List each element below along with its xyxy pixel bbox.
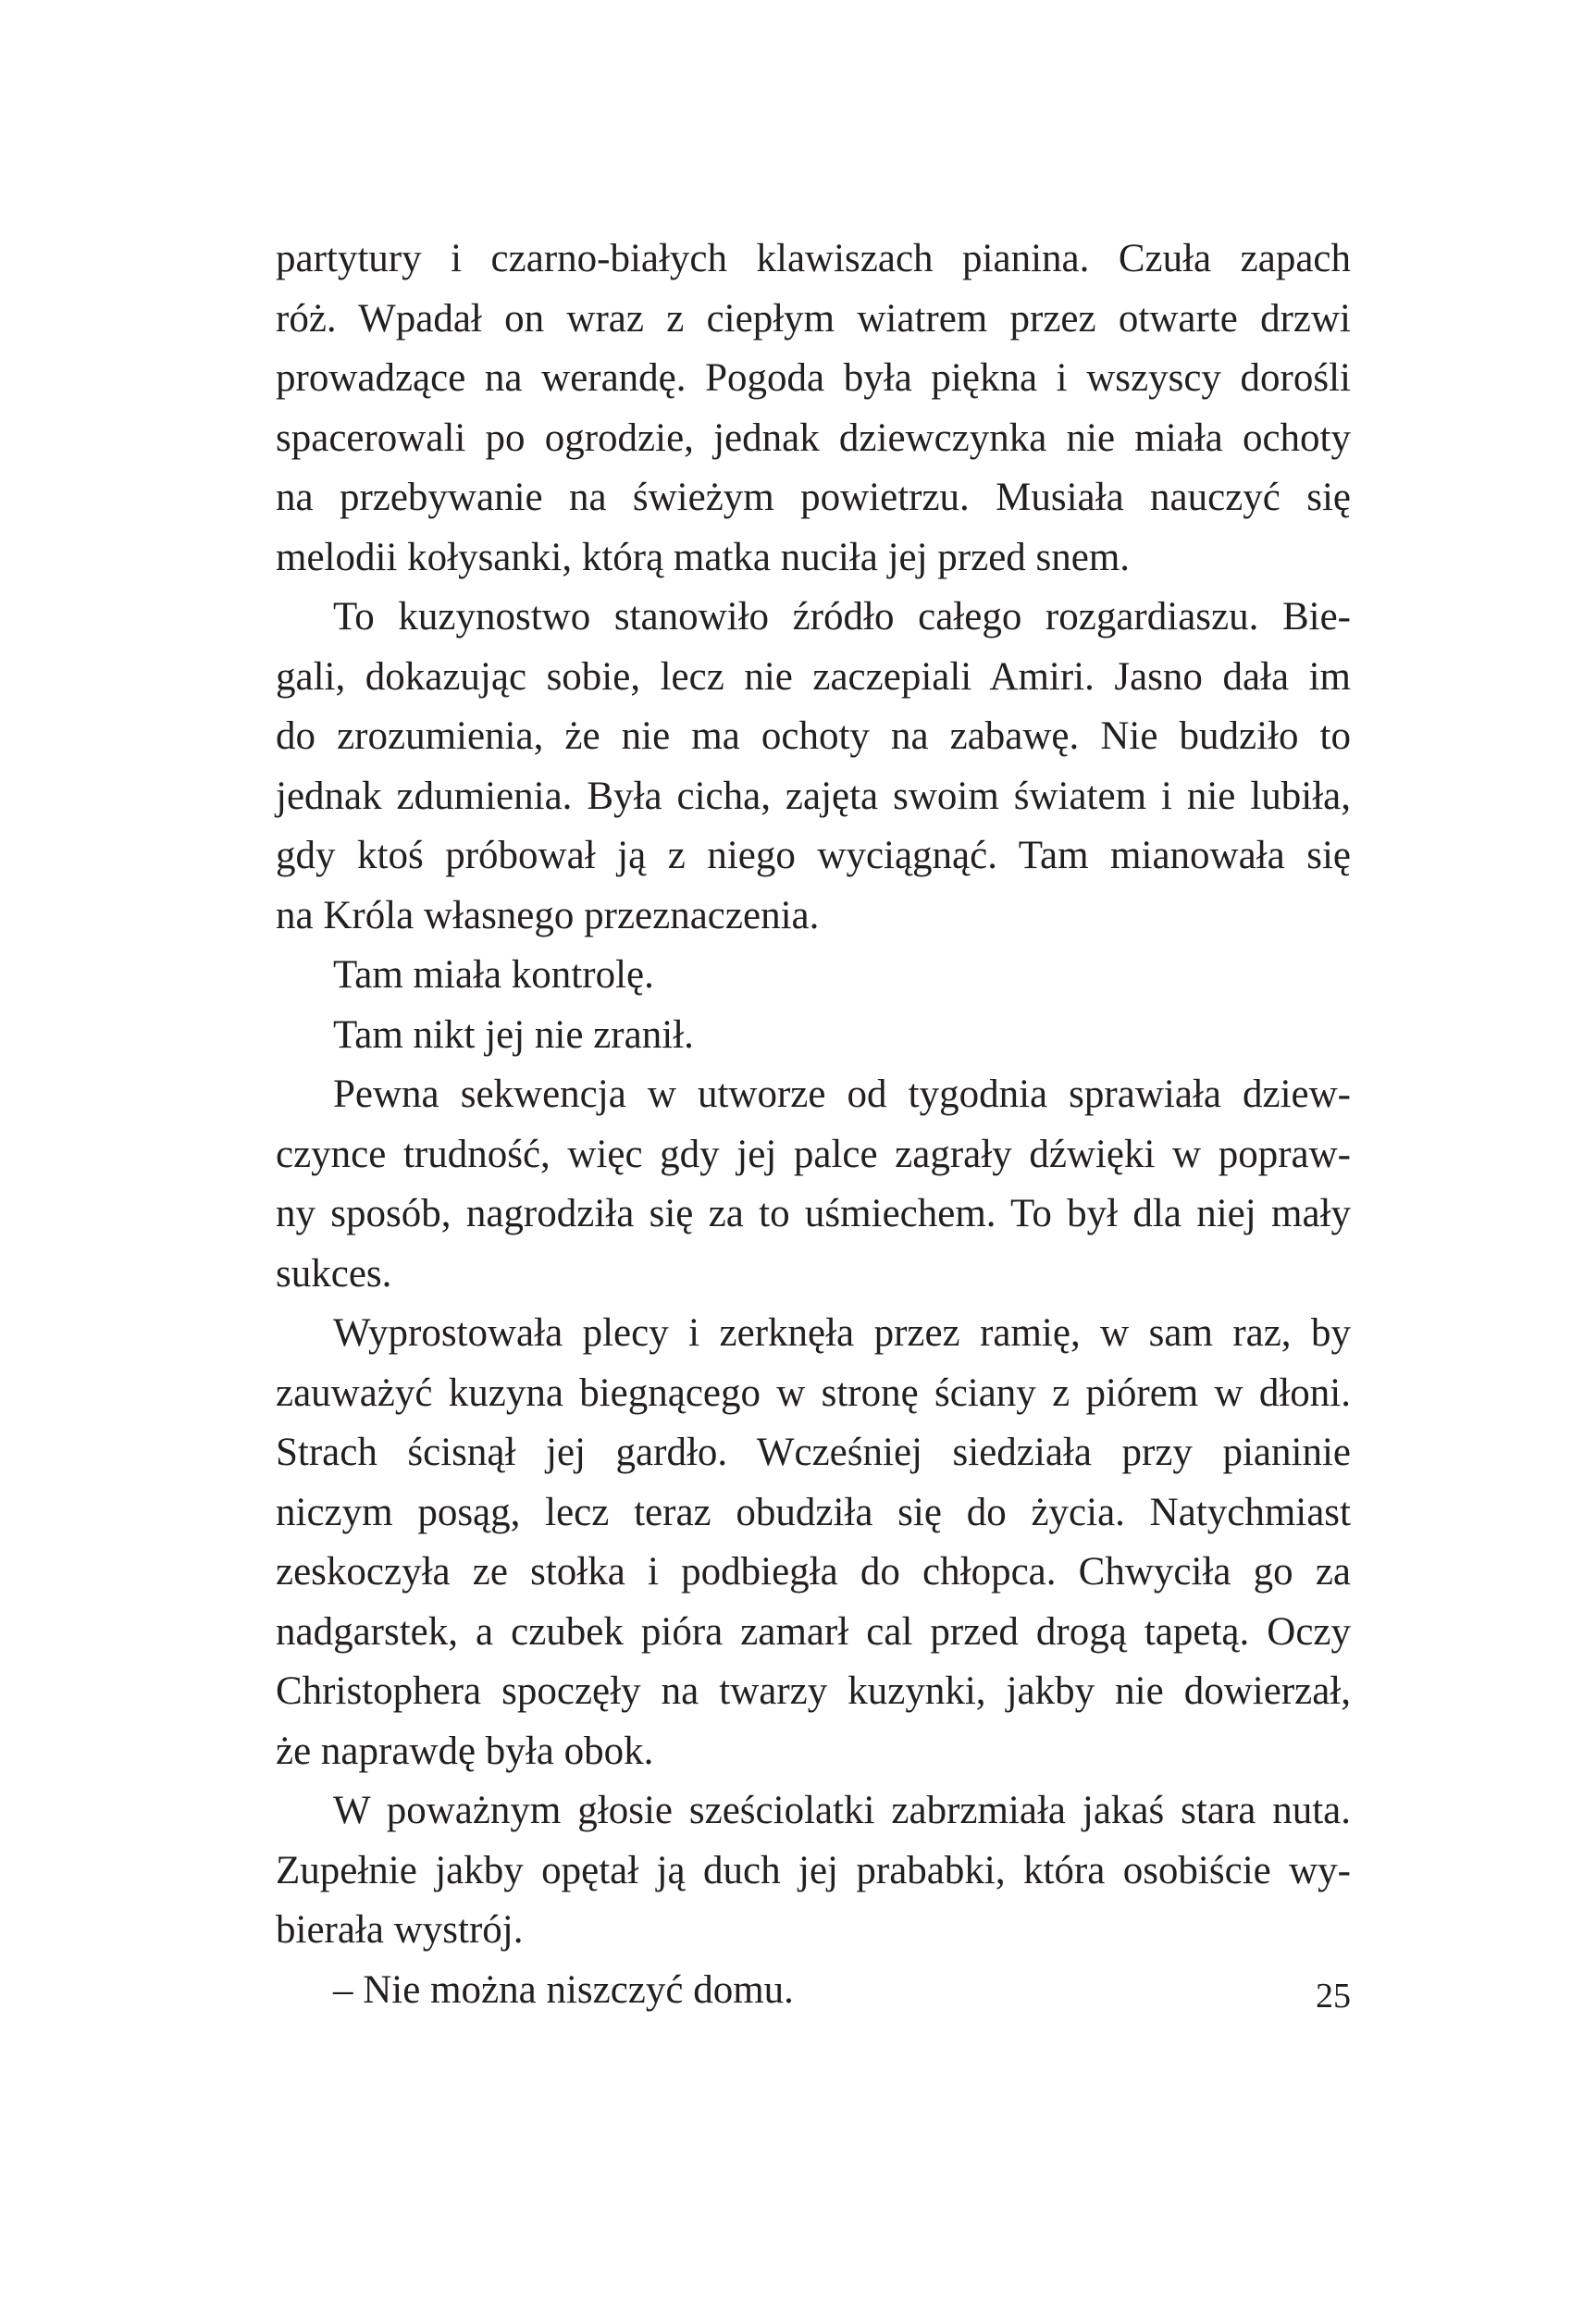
page-number: 25 — [1316, 1977, 1351, 2016]
text-line: Tam nikt jej nie zranił. — [333, 1012, 694, 1057]
text-line: czynce trudność, więc gdy jej palce zagrały dźwięki w popraw- — [276, 1132, 1351, 1176]
text-line: W poważnym głosie sześciolatki zabrzmiała jakaś stara nuta. — [333, 1789, 1351, 1832]
text-line: niczym posąg, lecz teraz obudziła się do życia. Natychmiast — [276, 1490, 1351, 1534]
text-line: zauważyć kuzyna biegnącego w stronę ściany z piórem w dłoni. — [276, 1371, 1351, 1415]
text-line: nadgarstek, a czubek pióra zamarł cal przed drogą tapetą. Oczy — [276, 1609, 1351, 1654]
text-line: róż. Wpadał on wraz z ciepłym wiatrem przez otwarte drzwi — [276, 296, 1351, 341]
text-line: Zupełnie jakby opętał ją duch jej prababki, która osobiście wy- — [276, 1848, 1351, 1892]
text-line: Christophera spoczęły na twarzy kuzynki, jakby nie dowierzał, — [276, 1669, 1351, 1713]
page-body — [276, 229, 1351, 2020]
text-line: zeskoczyła ze stołka i podbiegła do chłopca. Chwyciła go za — [276, 1550, 1351, 1594]
text-line: melodii kołysanki, którą matka nuciła jej przed snem. — [276, 535, 1131, 579]
text-line: sukces. — [276, 1251, 392, 1296]
text-line: do zrozumienia, że nie ma ochoty na zabawę. Nie budziło to — [276, 714, 1351, 758]
text-line: Pewna sekwencja w utworze od tygodnia sprawiała dziew- — [333, 1073, 1351, 1116]
text-line: że naprawdę była obok. — [276, 1729, 654, 1773]
text-line: – Nie można niszczyć domu. — [333, 1967, 794, 2012]
text-line: gdy ktoś próbował ją z niego wyciągnąć. Tam mianowała się — [276, 834, 1351, 877]
text-line: gali, dokazując sobie, lecz nie zaczepiali Amiri. Jasno dała im — [276, 654, 1351, 699]
text-line: ny sposób, nagrodziła się za to uśmiechem. To był dla niej mały — [276, 1192, 1351, 1235]
text-line: na Króla własnego przeznaczenia. — [276, 893, 820, 937]
text-line: prowadzące na werandę. Pogoda była piękna i wszyscy dorośli — [276, 356, 1351, 400]
text-line: spacerowali po ogrodzie, jednak dziewczynka nie miała ochoty — [276, 416, 1351, 460]
text-line: partytury i czarno-białych klawiszach pianina. Czuła zapach — [276, 237, 1351, 280]
text-line: Tam miała kontrolę. — [333, 953, 654, 997]
text-line: To kuzynostwo stanowiło źródło całego rozgardiaszu. Bie- — [333, 595, 1351, 639]
text-line: na przebywanie na świeżym powietrzu. Musiała nauczyć się — [276, 476, 1351, 519]
text-line: Strach ścisnął jej gardło. Wcześniej siedziała przy pianinie — [276, 1431, 1351, 1474]
text-line: jednak zdumienia. Była cicha, zajęta swoim światem i nie lubiła, — [276, 774, 1351, 818]
text-line: bierała wystrój. — [276, 1908, 524, 1952]
text-line: Wyprostowała plecy i zerknęła przez ramię, w sam raz, by — [333, 1311, 1351, 1355]
